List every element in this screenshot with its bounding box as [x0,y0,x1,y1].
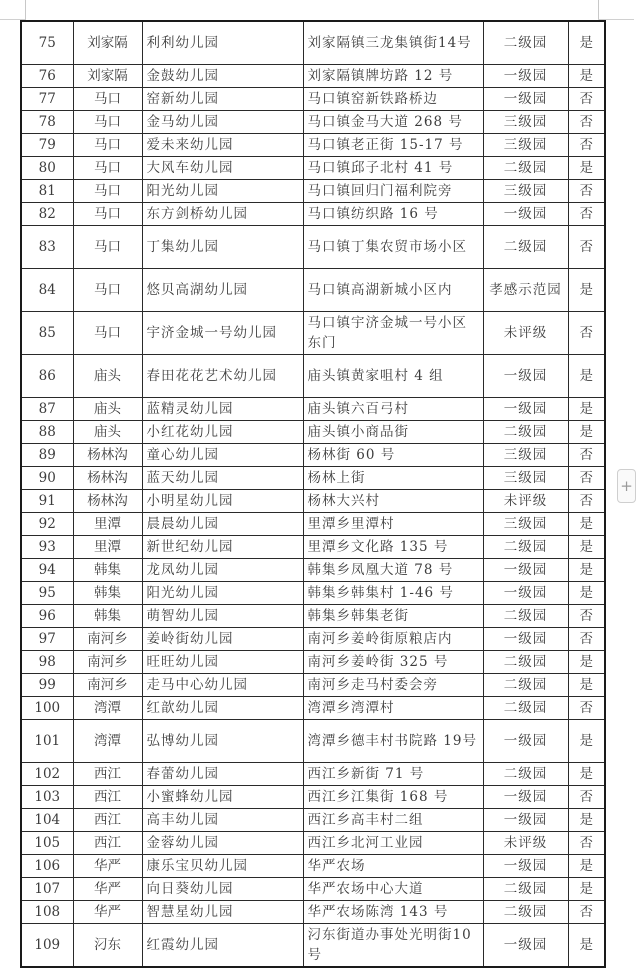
cell-flag: 是 [568,924,605,968]
cell-number: 80 [21,157,73,180]
cell-number: 93 [21,536,73,559]
cell-flag: 是 [568,809,605,832]
table-row [21,88,605,111]
cell-kindergarten-name: 春蕾幼儿园 [142,763,303,786]
cell-address: 庙头镇黄家咀村 4 组 [303,355,483,398]
cell-flag: 是 [568,21,605,65]
cell-kindergarten-name: 新世纪幼儿园 [142,536,303,559]
cell-kindergarten-name: 萌智幼儿园 [142,605,303,628]
cell-kindergarten-name: 东方剑桥幼儿园 [142,203,303,226]
cell-kindergarten-name: 晨晨幼儿园 [142,513,303,536]
cell-address: 西江乡新街 71 号 [303,763,483,786]
table-row [21,21,605,65]
cell-rank: 一级园 [483,582,568,605]
cell-address: 汈东街道办事处光明街10 号 [303,924,483,968]
cell-kindergarten-name: 利利幼儿园 [142,21,303,65]
cell-rank: 一级园 [483,924,568,968]
cell-flag: 否 [568,697,605,720]
cell-town: 庙头 [73,398,142,421]
cell-flag: 是 [568,582,605,605]
cell-rank: 未评级 [483,832,568,855]
cell-flag: 是 [568,398,605,421]
cell-town: 马口 [73,134,142,157]
cell-rank: 未评级 [483,312,568,355]
table-row [21,628,605,651]
cell-kindergarten-name: 阳光幼儿园 [142,582,303,605]
cell-town: 韩集 [73,582,142,605]
cell-number: 79 [21,134,73,157]
table-row [21,924,605,968]
table-row [21,513,605,536]
cell-address: 湾潭乡湾潭村 [303,697,483,720]
cell-number: 108 [21,901,73,924]
table-body [21,21,605,967]
cell-kindergarten-name: 弘博幼儿园 [142,720,303,763]
table-row [21,697,605,720]
cell-number: 85 [21,312,73,355]
cell-rank: 二级园 [483,697,568,720]
table-row [21,651,605,674]
cell-kindergarten-name: 红霞幼儿园 [142,924,303,968]
cell-town: 马口 [73,180,142,203]
cell-town: 西江 [73,809,142,832]
cell-town: 杨林沟 [73,444,142,467]
cell-number: 88 [21,421,73,444]
cell-rank: 一级园 [483,398,568,421]
cell-town: 庙头 [73,355,142,398]
cell-address: 南河乡走马村委会旁 [303,674,483,697]
cell-rank: 二级园 [483,226,568,269]
cell-kindergarten-name: 大风车幼儿园 [142,157,303,180]
cell-rank: 二级园 [483,21,568,65]
table-row [21,180,605,203]
table-row [21,444,605,467]
cell-number: 92 [21,513,73,536]
cell-flag: 是 [568,674,605,697]
cell-address: 西江乡北河工业园 [303,832,483,855]
cell-kindergarten-name: 童心幼儿园 [142,444,303,467]
cell-town: 里潭 [73,536,142,559]
cell-address: 南河乡姜岭街原粮店内 [303,628,483,651]
cell-town: 庙头 [73,421,142,444]
cell-kindergarten-name: 龙凤幼儿园 [142,559,303,582]
cell-flag: 否 [568,312,605,355]
table-row [21,226,605,269]
table-row [21,65,605,88]
cell-number: 102 [21,763,73,786]
cell-number: 101 [21,720,73,763]
table-row [21,559,605,582]
cell-rank: 三级园 [483,111,568,134]
cell-town: 刘家隔 [73,65,142,88]
cell-kindergarten-name: 金鼓幼儿园 [142,65,303,88]
add-row-button[interactable] [617,469,636,503]
table-row [21,203,605,226]
table-row [21,763,605,786]
cell-number: 106 [21,855,73,878]
table-row [21,855,605,878]
cell-rank: 一级园 [483,809,568,832]
table-row [21,421,605,444]
cell-address: 马口镇老正街 15-17 号 [303,134,483,157]
cell-flag: 否 [568,226,605,269]
cell-town: 马口 [73,269,142,312]
cell-address: 南河乡姜岭街 325 号 [303,651,483,674]
cell-town: 华严 [73,855,142,878]
cell-kindergarten-name: 阳光幼儿园 [142,180,303,203]
table-row [21,355,605,398]
cell-number: 103 [21,786,73,809]
table-row [21,720,605,763]
cell-flag: 是 [568,720,605,763]
cell-town: 南河乡 [73,674,142,697]
table-row [21,605,605,628]
cell-address: 杨林街 60 号 [303,444,483,467]
cell-town: 西江 [73,786,142,809]
table-row [21,582,605,605]
cell-town: 南河乡 [73,651,142,674]
cell-kindergarten-name: 向日葵幼儿园 [142,878,303,901]
table-row [21,809,605,832]
cell-address: 马口镇邱子北村 41 号 [303,157,483,180]
cell-town: 里潭 [73,513,142,536]
cell-town: 马口 [73,157,142,180]
cell-address: 里潭乡文化路 135 号 [303,536,483,559]
cell-town: 韩集 [73,559,142,582]
cell-town: 西江 [73,832,142,855]
cell-flag: 否 [568,203,605,226]
cell-address: 马口镇丁集农贸市场小区 [303,226,483,269]
cell-town: 马口 [73,111,142,134]
cell-address: 马口镇金马大道 268 号 [303,111,483,134]
cell-town: 马口 [73,312,142,355]
cell-rank: 一级园 [483,720,568,763]
cell-kindergarten-name: 红歆幼儿园 [142,697,303,720]
cell-flag: 否 [568,628,605,651]
cell-address: 韩集乡韩集老街 [303,605,483,628]
cell-flag: 是 [568,878,605,901]
cell-rank: 一级园 [483,203,568,226]
cell-address: 华严农场陈湾 143 号 [303,901,483,924]
cell-flag: 否 [568,605,605,628]
cell-rank: 二级园 [483,605,568,628]
cell-rank: 二级园 [483,421,568,444]
cell-kindergarten-name: 丁集幼儿园 [142,226,303,269]
cell-rank: 二级园 [483,878,568,901]
cell-town: 西江 [73,763,142,786]
cell-town: 马口 [73,203,142,226]
cell-kindergarten-name: 走马中心幼儿园 [142,674,303,697]
cell-kindergarten-name: 悠贝高湖幼儿园 [142,269,303,312]
cell-number: 96 [21,605,73,628]
cell-number: 105 [21,832,73,855]
cell-rank: 一级园 [483,65,568,88]
cell-address: 马口镇纺织路 16 号 [303,203,483,226]
cell-town: 南河乡 [73,628,142,651]
cell-rank: 二级园 [483,157,568,180]
cell-address: 西江乡高丰村二组 [303,809,483,832]
cell-number: 94 [21,559,73,582]
cell-address: 马口镇宇济金城一号小区东门 [303,312,483,355]
cell-flag: 否 [568,88,605,111]
cell-town: 刘家隔 [73,21,142,65]
cell-rank: 一级园 [483,88,568,111]
cell-rank: 三级园 [483,513,568,536]
cell-flag: 否 [568,490,605,513]
cell-address: 庙头镇六百弓村 [303,398,483,421]
cell-kindergarten-name: 蓝天幼儿园 [142,467,303,490]
cell-number: 104 [21,809,73,832]
cell-rank: 二级园 [483,536,568,559]
table-row [21,878,605,901]
cell-rank: 三级园 [483,467,568,490]
cell-number: 98 [21,651,73,674]
table-row [21,536,605,559]
cell-kindergarten-name: 小蜜蜂幼儿园 [142,786,303,809]
cell-rank: 一级园 [483,786,568,809]
cell-flag: 是 [568,157,605,180]
cell-town: 华严 [73,878,142,901]
cell-address: 西江乡江集街 168 号 [303,786,483,809]
cell-address: 马口镇窑新铁路桥边 [303,88,483,111]
cell-flag: 是 [568,65,605,88]
cell-rank: 三级园 [483,134,568,157]
cell-number: 109 [21,924,73,968]
cell-number: 100 [21,697,73,720]
cell-kindergarten-name: 旺旺幼儿园 [142,651,303,674]
cell-address: 华严农场 [303,855,483,878]
cell-rank: 二级园 [483,651,568,674]
cell-rank: 二级园 [483,763,568,786]
cell-town: 华严 [73,901,142,924]
cell-kindergarten-name: 金蓉幼儿园 [142,832,303,855]
cell-kindergarten-name: 康乐宝贝幼儿园 [142,855,303,878]
cell-kindergarten-name: 高丰幼儿园 [142,809,303,832]
cell-rank: 一级园 [483,559,568,582]
cell-number: 77 [21,88,73,111]
cell-address: 杨林上街 [303,467,483,490]
cell-kindergarten-name: 窑新幼儿园 [142,88,303,111]
cell-rank: 二级园 [483,901,568,924]
cell-address: 刘家隔镇牌坊路 12 号 [303,65,483,88]
cell-town: 湾潭 [73,720,142,763]
cell-kindergarten-name: 爱未来幼儿园 [142,134,303,157]
cell-rank: 三级园 [483,444,568,467]
page-margin-guide-right [598,0,599,20]
cell-address: 刘家隔镇三龙集镇街14号 [303,21,483,65]
cell-number: 97 [21,628,73,651]
cell-flag: 是 [568,559,605,582]
cell-flag: 是 [568,355,605,398]
cell-number: 78 [21,111,73,134]
cell-address: 马口镇回归门福利院旁 [303,180,483,203]
cell-number: 89 [21,444,73,467]
cell-flag: 是 [568,269,605,312]
cell-number: 75 [21,21,73,65]
cell-town: 马口 [73,88,142,111]
page-margin-guide-left [25,0,26,20]
table-row [21,490,605,513]
table-row [21,398,605,421]
plus-icon: + [620,477,633,495]
table-row [21,786,605,809]
cell-flag: 否 [568,786,605,809]
cell-flag: 是 [568,763,605,786]
cell-flag: 否 [568,832,605,855]
cell-address: 韩集乡韩集村 1-46 号 [303,582,483,605]
cell-kindergarten-name: 智慧星幼儿园 [142,901,303,924]
cell-number: 76 [21,65,73,88]
table-row [21,157,605,180]
cell-address: 杨林大兴村 [303,490,483,513]
table-row [21,134,605,157]
cell-rank: 二级园 [483,674,568,697]
cell-rank: 一级园 [483,355,568,398]
cell-number: 84 [21,269,73,312]
cell-flag: 否 [568,467,605,490]
cell-address: 韩集乡凤凰大道 78 号 [303,559,483,582]
cell-address: 马口镇高湖新城小区内 [303,269,483,312]
cell-town: 杨林沟 [73,467,142,490]
cell-kindergarten-name: 小明星幼儿园 [142,490,303,513]
cell-kindergarten-name: 姜岭街幼儿园 [142,628,303,651]
cell-kindergarten-name: 春田花花艺术幼儿园 [142,355,303,398]
table-row [21,674,605,697]
cell-address: 里潭乡里潭村 [303,513,483,536]
cell-rank: 未评级 [483,490,568,513]
cell-town: 马口 [73,226,142,269]
cell-flag: 否 [568,901,605,924]
cell-number: 107 [21,878,73,901]
cell-rank: 一级园 [483,628,568,651]
cell-number: 99 [21,674,73,697]
table-row [21,269,605,312]
cell-flag: 是 [568,536,605,559]
cell-rank: 孝感示范园 [483,269,568,312]
table-row [21,312,605,355]
cell-number: 81 [21,180,73,203]
cell-kindergarten-name: 宇济金城一号幼儿园 [142,312,303,355]
cell-number: 83 [21,226,73,269]
cell-flag: 否 [568,180,605,203]
cell-number: 90 [21,467,73,490]
table-row [21,832,605,855]
cell-flag: 是 [568,513,605,536]
cell-number: 95 [21,582,73,605]
cell-town: 汈东 [73,924,142,968]
cell-address: 湾潭乡德丰村书院路 19号 [303,720,483,763]
table-row [21,901,605,924]
cell-flag: 是 [568,855,605,878]
cell-flag: 否 [568,444,605,467]
cell-rank: 一级园 [483,855,568,878]
cell-flag: 否 [568,134,605,157]
cell-number: 82 [21,203,73,226]
cell-kindergarten-name: 蓝精灵幼儿园 [142,398,303,421]
table-row [21,467,605,490]
cell-rank: 三级园 [483,180,568,203]
cell-number: 86 [21,355,73,398]
cell-kindergarten-name: 小红花幼儿园 [142,421,303,444]
cell-address: 庙头镇小商品街 [303,421,483,444]
cell-town: 杨林沟 [73,490,142,513]
cell-flag: 是 [568,651,605,674]
cell-town: 韩集 [73,605,142,628]
cell-number: 91 [21,490,73,513]
cell-number: 87 [21,398,73,421]
cell-kindergarten-name: 金马幼儿园 [142,111,303,134]
cell-flag: 否 [568,111,605,134]
cell-address: 华严农场中心大道 [303,878,483,901]
table-row [21,111,605,134]
cell-flag: 是 [568,421,605,444]
kindergarten-table [20,20,606,968]
cell-town: 湾潭 [73,697,142,720]
